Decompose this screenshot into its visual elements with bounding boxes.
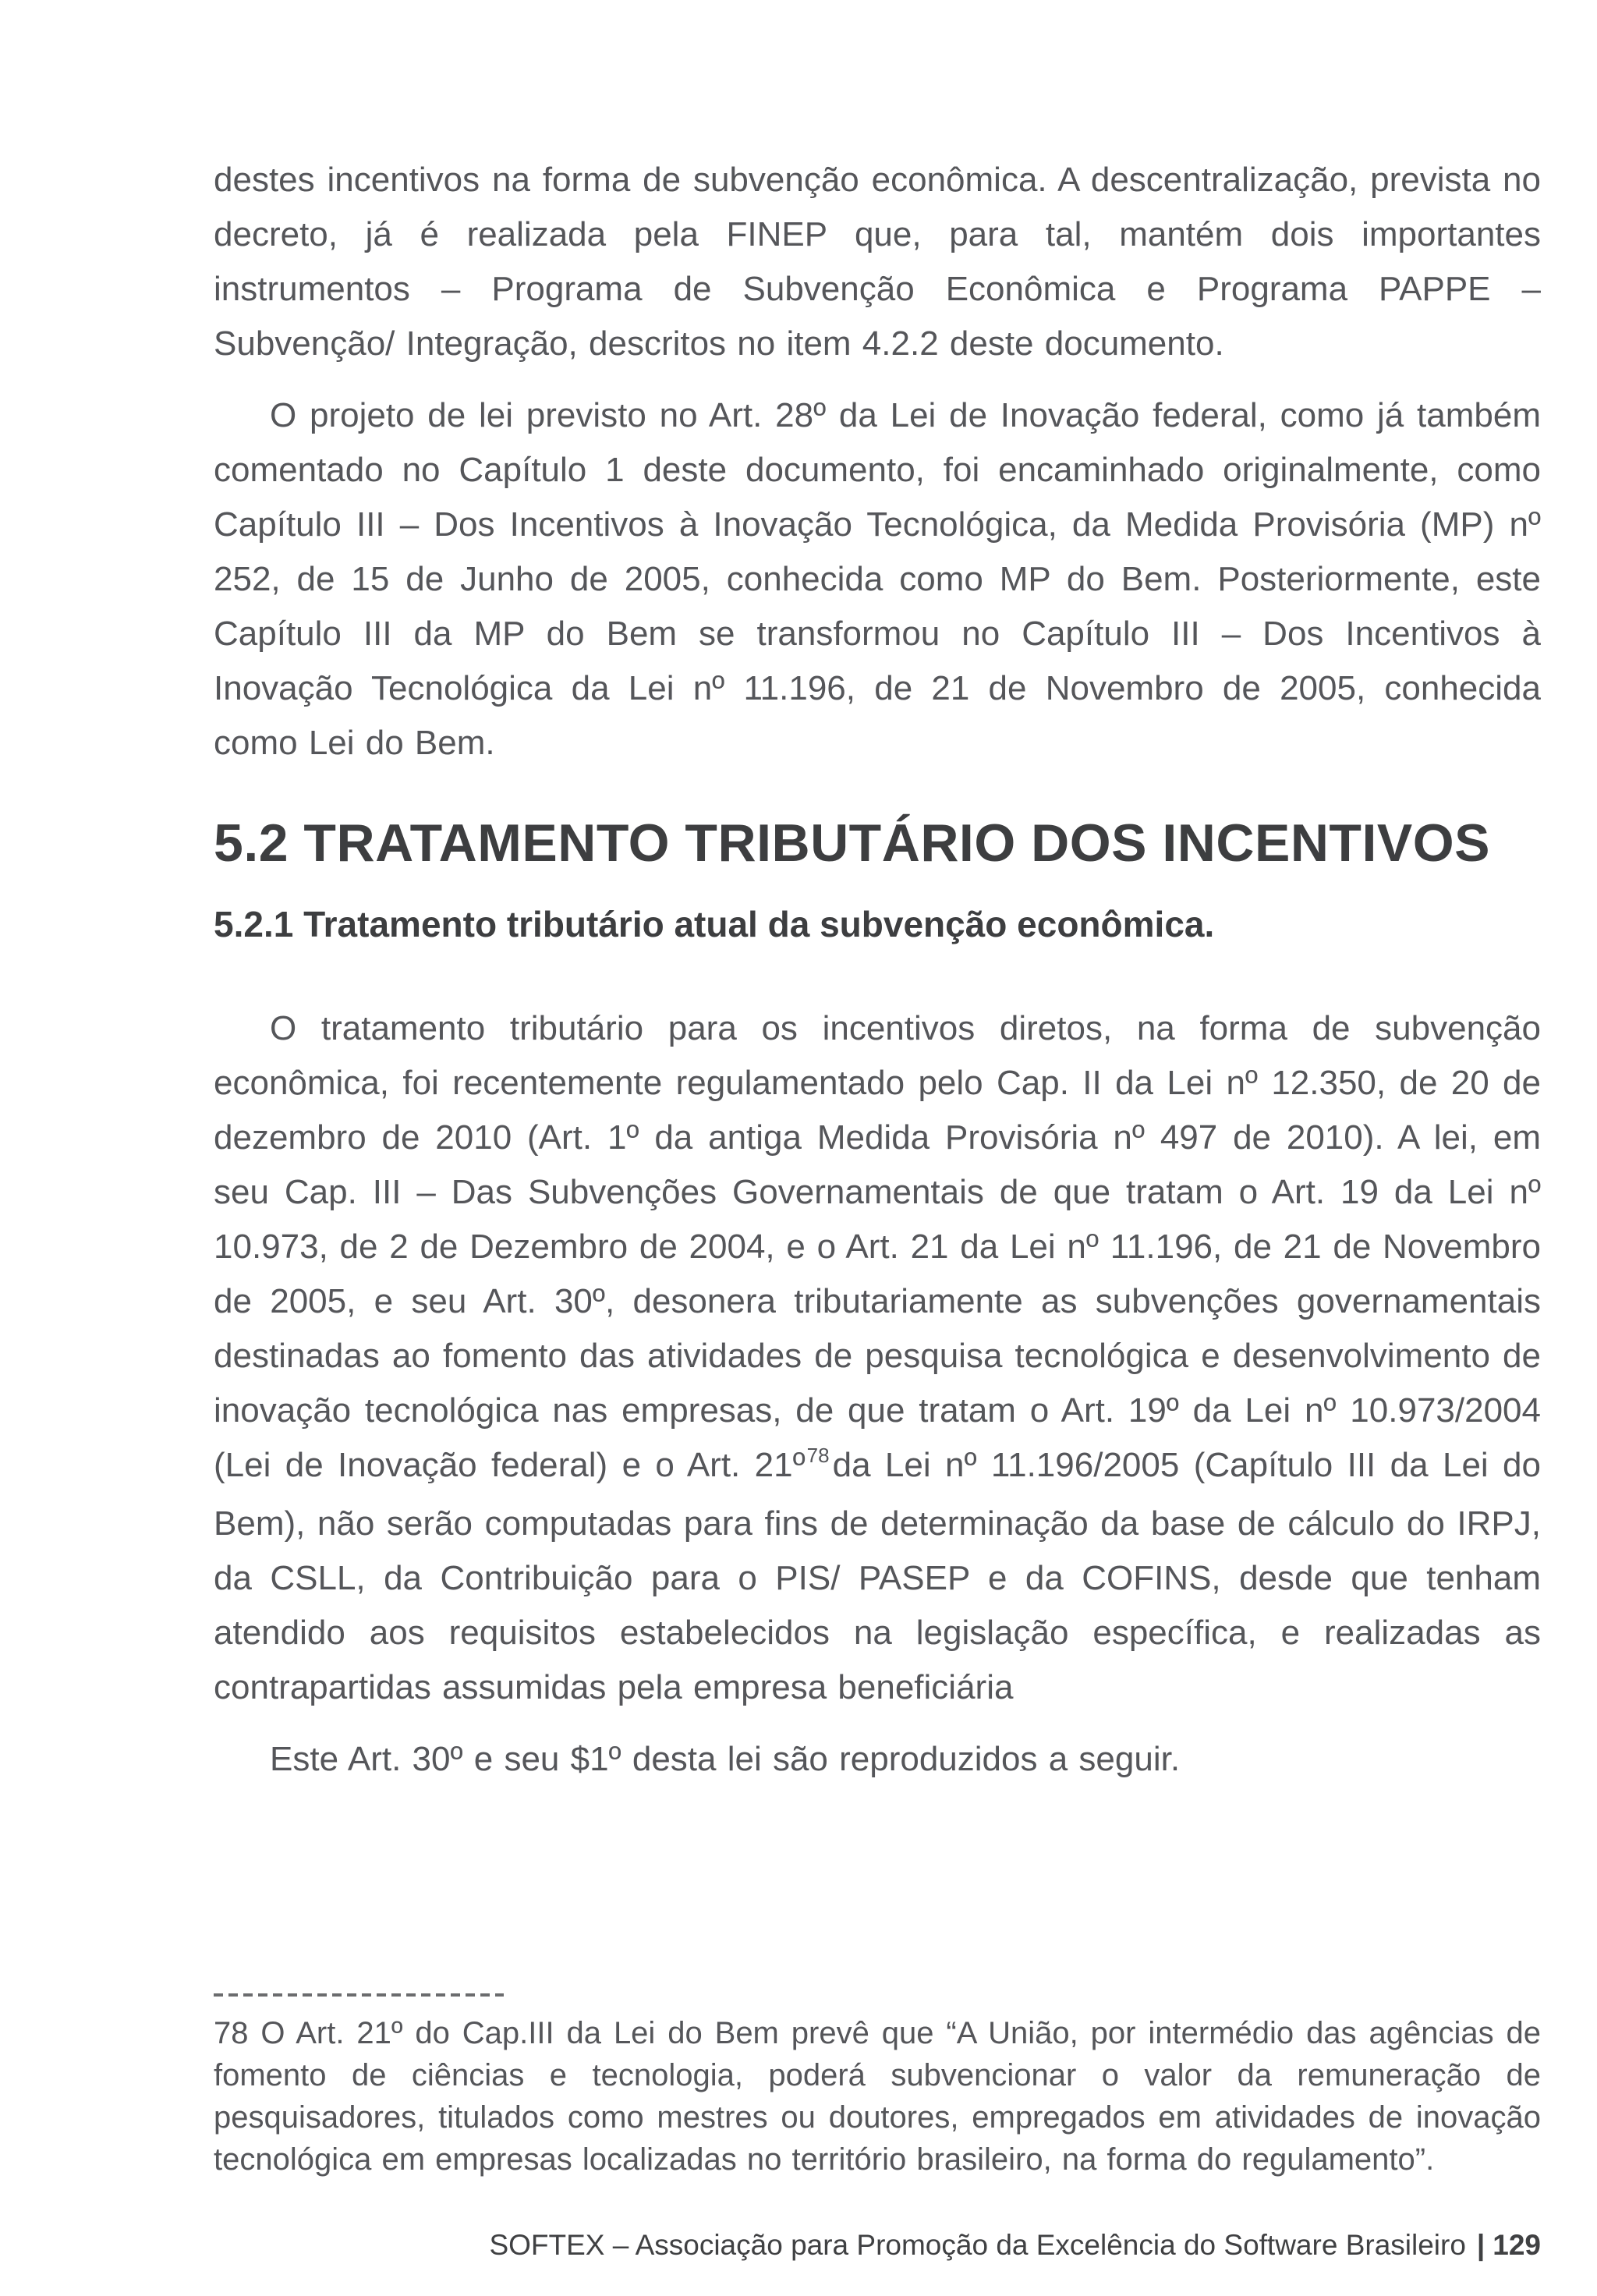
page-footer (489, 2227, 1541, 2263)
paragraph-text-before-footnote-ref: O tratamento tributário para os incentivos diretos, na forma de subvenção econômica, foi recentemente regulamentado pelo Cap. II da Lei nº 12.350, de 20 de dezembro de 2010 (Art. 1º da antiga Medida Provisória nº 497 de 2010). A lei, em seu Cap. III – Das Subvenções Governamentais de que tratam o Art. 19 da Lei nº 10.973, de 2 de Dezembro de 2004, e o Art. 21 da Lei nº 11.196, de 21 de Novembro de 2005, e seu Art. 30º, desonera tributariamente as subvenções governamentais destinadas ao fomento das atividades de pesquisa tecnológica e desenvolvimento de inovação tecnológica nas empresas, de que tratam o Art. 19º da Lei nº 10.973/2004 (Lei de Inovação federal) e o Art. 21º (214, 1009, 1541, 1484)
paragraph-tratamento-tributario (214, 1001, 1541, 1715)
paragraph-lei-inovacao: O projeto de lei previsto no Art. 28º da Lei de Inovação federal, como já também comentado no Capítulo 1 deste documento, foi encaminhado originalmente, como Capítulo III – Dos Incentivos à Inovação Tecnológica, da Medida Provisória (MP) nº 252, de 15 de Junho de 2005, conhecida como MP do Bem. Posteriormente, este Capítulo III da MP do Bem se transformou no Capítulo III – Dos Incentivos à Inovação Tecnológica da Lei nº 11.196, de 21 de Novembro de 2005, conhecida como Lei do Bem. (214, 396, 1541, 762)
footnote-separator (214, 1993, 504, 1997)
paragraph-text-after-footnote-ref: da Lei nº 11.196/2005 (Capítulo III da Lei do Bem), não serão computadas para fins de determinação da base de cálculo do IRPJ, da CSLL, da Contribuição para o PIS/ PASEP e da COFINS, desde que tenham atendido aos requisitos estabelecidos na legislação específica, e realizadas as contrapartidas assumidas pela empresa beneficiária (214, 1446, 1542, 1706)
footer-publisher: SOFTEX – Associação para Promoção da Excelência do Software Brasileiro (489, 2229, 1466, 2261)
page-content (214, 153, 1541, 1804)
subsection-heading: 5.2.1 Tratamento tributário atual da subvenção econômica. (214, 904, 1215, 944)
section-heading: 5.2 TRATAMENTO TRIBUTÁRIO DOS INCENTIVOS (214, 813, 1490, 873)
footnote-text: 78 O Art. 21º do Cap.III da Lei do Bem prevê que “A União, por intermédio das agências de fomento de ciências e tecnologia, poderá subvencionar o valor da remuneração de pesquisadores, titulados como mestres ou doutores, empregados em atividades de inovação tecnológica em empresas localizadas no território brasileiro, na forma do regulamento”. (214, 2016, 1541, 2177)
footer-divider: | (1476, 2229, 1485, 2261)
paragraph-reproduzidos: Este Art. 30º e seu $1º desta lei são reproduzidos a seguir. (270, 1740, 1181, 1778)
footnote-reference-78: 78 (806, 1444, 830, 1467)
paragraph-continuation: destes incentivos na forma de subvenção econômica. A descentralização, prevista no decreto, já é realizada pela FINEP que, para tal, mantém dois importantes instrumentos – Programa de Subvenção Econômica e Programa PAPPE – Subvenção/ Integração, descritos no item 4.2.2 deste documento. (214, 161, 1541, 363)
footnote-area (214, 1993, 1541, 2181)
page-number: 129 (1493, 2229, 1541, 2261)
